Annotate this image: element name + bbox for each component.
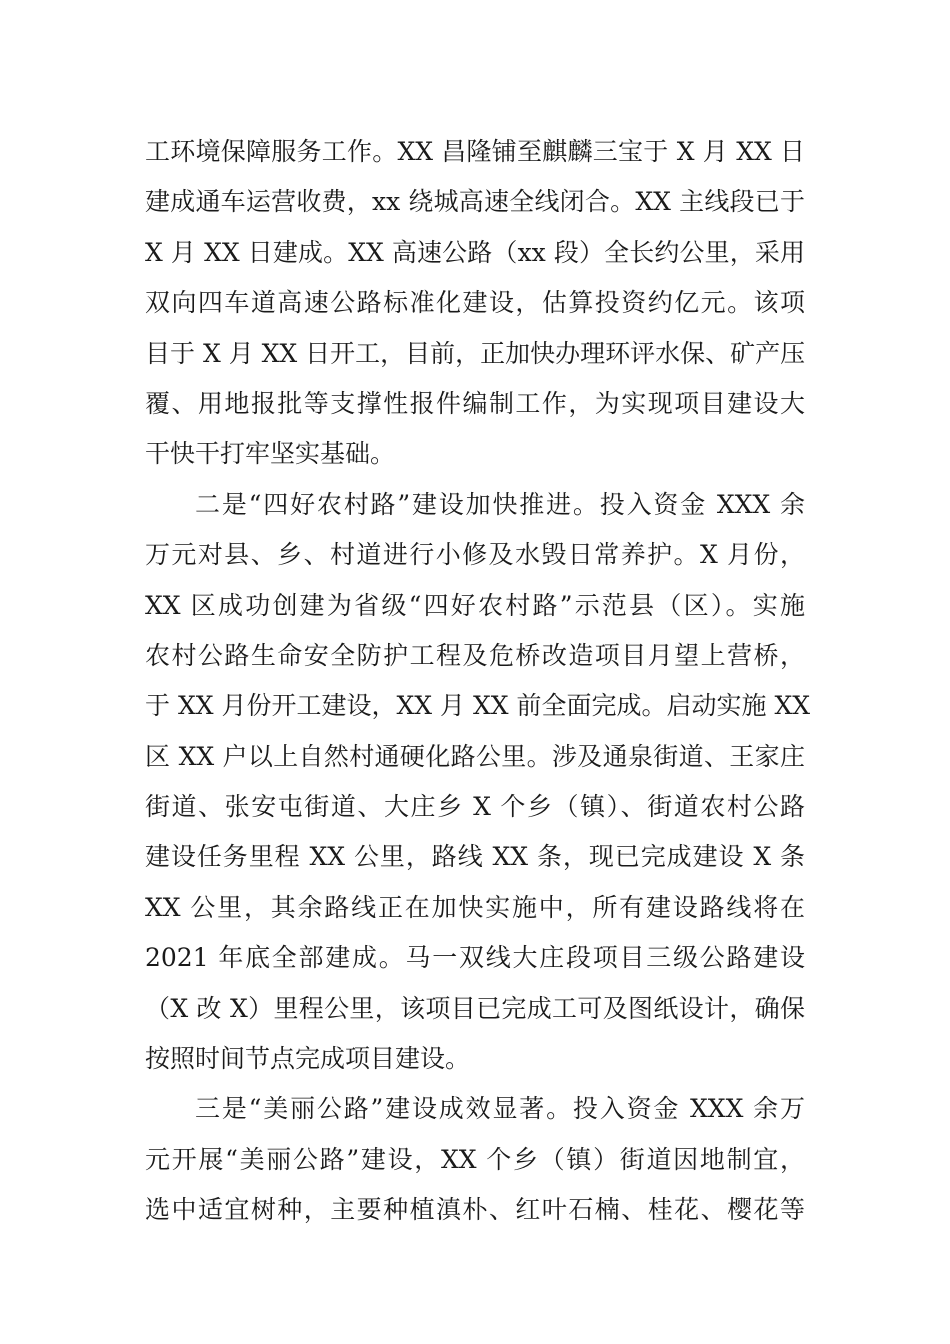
- text-line: 按照时间节点完成项目建设。: [145, 1044, 471, 1074]
- text-line: XX 公里，其余路线正在加快实施中，所有建设路线将在: [145, 892, 805, 922]
- text-line: 选中适宜树种，主要种植滇朴、红叶石楠、桂花、樱花等: [145, 1195, 805, 1225]
- text-line: 街道、张安屯街道、大庄乡 X 个乡（镇）、街道农村公路: [145, 792, 805, 822]
- text-line: 万元对县、乡、村道进行小修及水毁日常养护。X 月份，: [145, 540, 805, 570]
- text-line: 三是“美丽公路”建设成效显著。投入资金 XXX 余万: [195, 1094, 805, 1124]
- text-line: 建成通车运营收费，xx 绕城高速全线闭合。XX 主线段已于: [145, 187, 805, 217]
- text-line: 双向四车道高速公路标准化建设，估算投资约亿元。该项: [145, 288, 805, 318]
- text-line: 目于 X 月 XX 日开工，目前，正加快办理环评水保、矿产压: [145, 338, 806, 368]
- text-line: 农村公路生命安全防护工程及危桥改造项目月望上营桥，: [145, 640, 805, 670]
- text-line: X 月 XX 日建成。XX 高速公路（xx 段）全长约公里，采用: [145, 237, 805, 267]
- text-line: 覆、用地报批等支撑性报件编制工作，为实现项目建设大: [145, 388, 805, 418]
- text-line: 建设任务里程 XX 公里，路线 XX 条，现已完成建设 X 条: [145, 842, 805, 872]
- body-text: [145, 127, 811, 1236]
- text-line: 工环境保障服务工作。XX 昌隆铺至麒麟三宝于 X 月 XX 日: [145, 137, 805, 166]
- text-line: XX 区成功创建为省级“四好农村路”示范县（区）。实施: [145, 590, 805, 620]
- text-line: 于 XX 月份开工建设，XX 月 XX 前全面完成。启动实施 XX: [145, 691, 811, 721]
- text-line: （X 改 X）里程公里，该项目已完成工可及图纸设计，确保: [145, 993, 805, 1023]
- text-line: 2021 年底全部建成。马一双线大庄段项目三级公路建设: [145, 943, 805, 973]
- paragraph-2: [145, 480, 811, 1085]
- paragraph-3: [145, 1084, 805, 1235]
- text-line: 区 XX 户以上自然村通硬化路公里。涉及通泉街道、王家庄: [145, 741, 805, 771]
- paragraph-1: [145, 127, 805, 480]
- text-line: 元开展“美丽公路”建设，XX 个乡（镇）街道因地制宜，: [145, 1144, 805, 1174]
- text-line: 二是“四好农村路”建设加快推进。投入资金 XXX 余: [195, 489, 805, 519]
- text-line: 干快干打牢坚实基础。: [145, 439, 396, 469]
